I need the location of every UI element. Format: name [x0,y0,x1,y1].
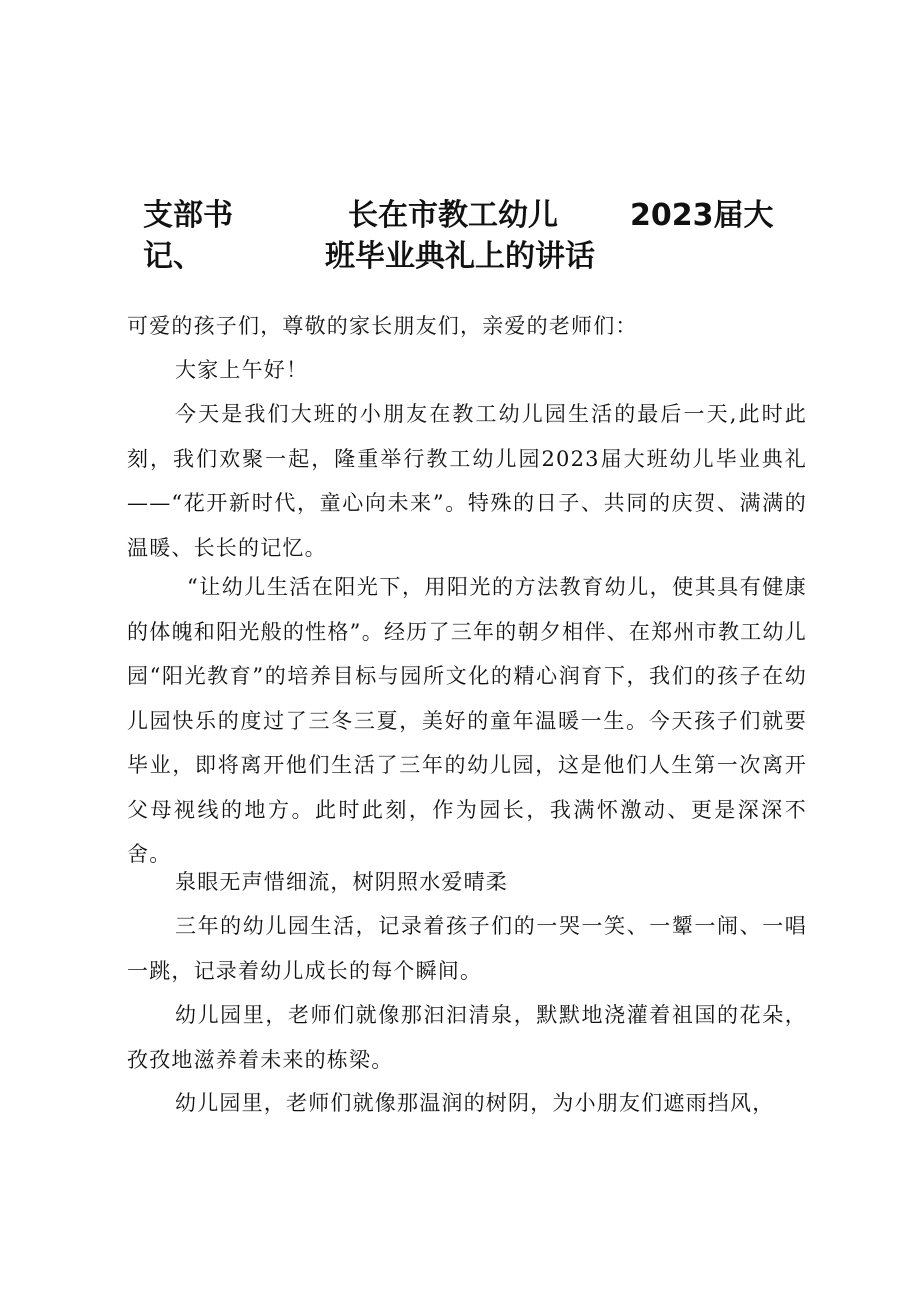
greeting: 大家上午好！ [175,358,309,382]
title-line2-part1: 记、 [143,239,203,274]
title-line2-part2: 班毕业典礼上的讲话 [325,239,595,274]
subheading: 泉眼无声惜细流，树阴照水爱晴柔 [175,870,508,894]
title-line1-part3: 2023届大 [630,198,774,233]
title-line1-part2: 长在市教工幼儿 [348,198,558,233]
paragraph-1: 今天是我们大班的小朋友在教工幼儿园生活的最后一天,此时此刻，我们欢聚一起，隆重举行教工幼儿园2023届大班幼儿毕业典礼——“花开新时代，童心向未来”。特殊的日子、共同的庆贺、满满的温暖、长长的记忆。 [127,402,807,560]
paragraph-4: 幼儿园里，老师们就像那汩汩清泉，默默地浇灌着祖国的花朵，孜孜地滋养着未来的栋梁。 [127,1003,807,1072]
paragraph-3: 三年的幼儿园生活，记录着孩子们的一哭一笑、一颦一闹、一唱一跳，记录着幼儿成长的每个瞬间。 [127,914,807,983]
paragraph-2: “让幼儿生活在阳光下，用阳光的方法教育幼儿，使其具有健康的体魄和阳光般的性格”。经历了三年的朝夕相伴、在郑州市教工幼儿园“阳光教育”的培养目标与园所文化的精心润育下，我们的孩子在幼儿园快乐的度过了三冬三夏，美好的童年温暖一生。今天孩子们就要毕业，即将离开他们生活了三年的幼儿园，这是他们人生第一次离开父母视线的地方。此时此刻，作为园长，我满怀激动、更是深深不舍。 [127,575,807,866]
paragraph-5: 幼儿园里，老师们就像那温润的树阴，为小朋友们遮雨挡风， [175,1091,775,1115]
title-line1-part1: 支部书 [143,198,233,233]
salutation: 可爱的孩子们，尊敬的家长朋友们，亲爱的老师们： [127,314,638,338]
